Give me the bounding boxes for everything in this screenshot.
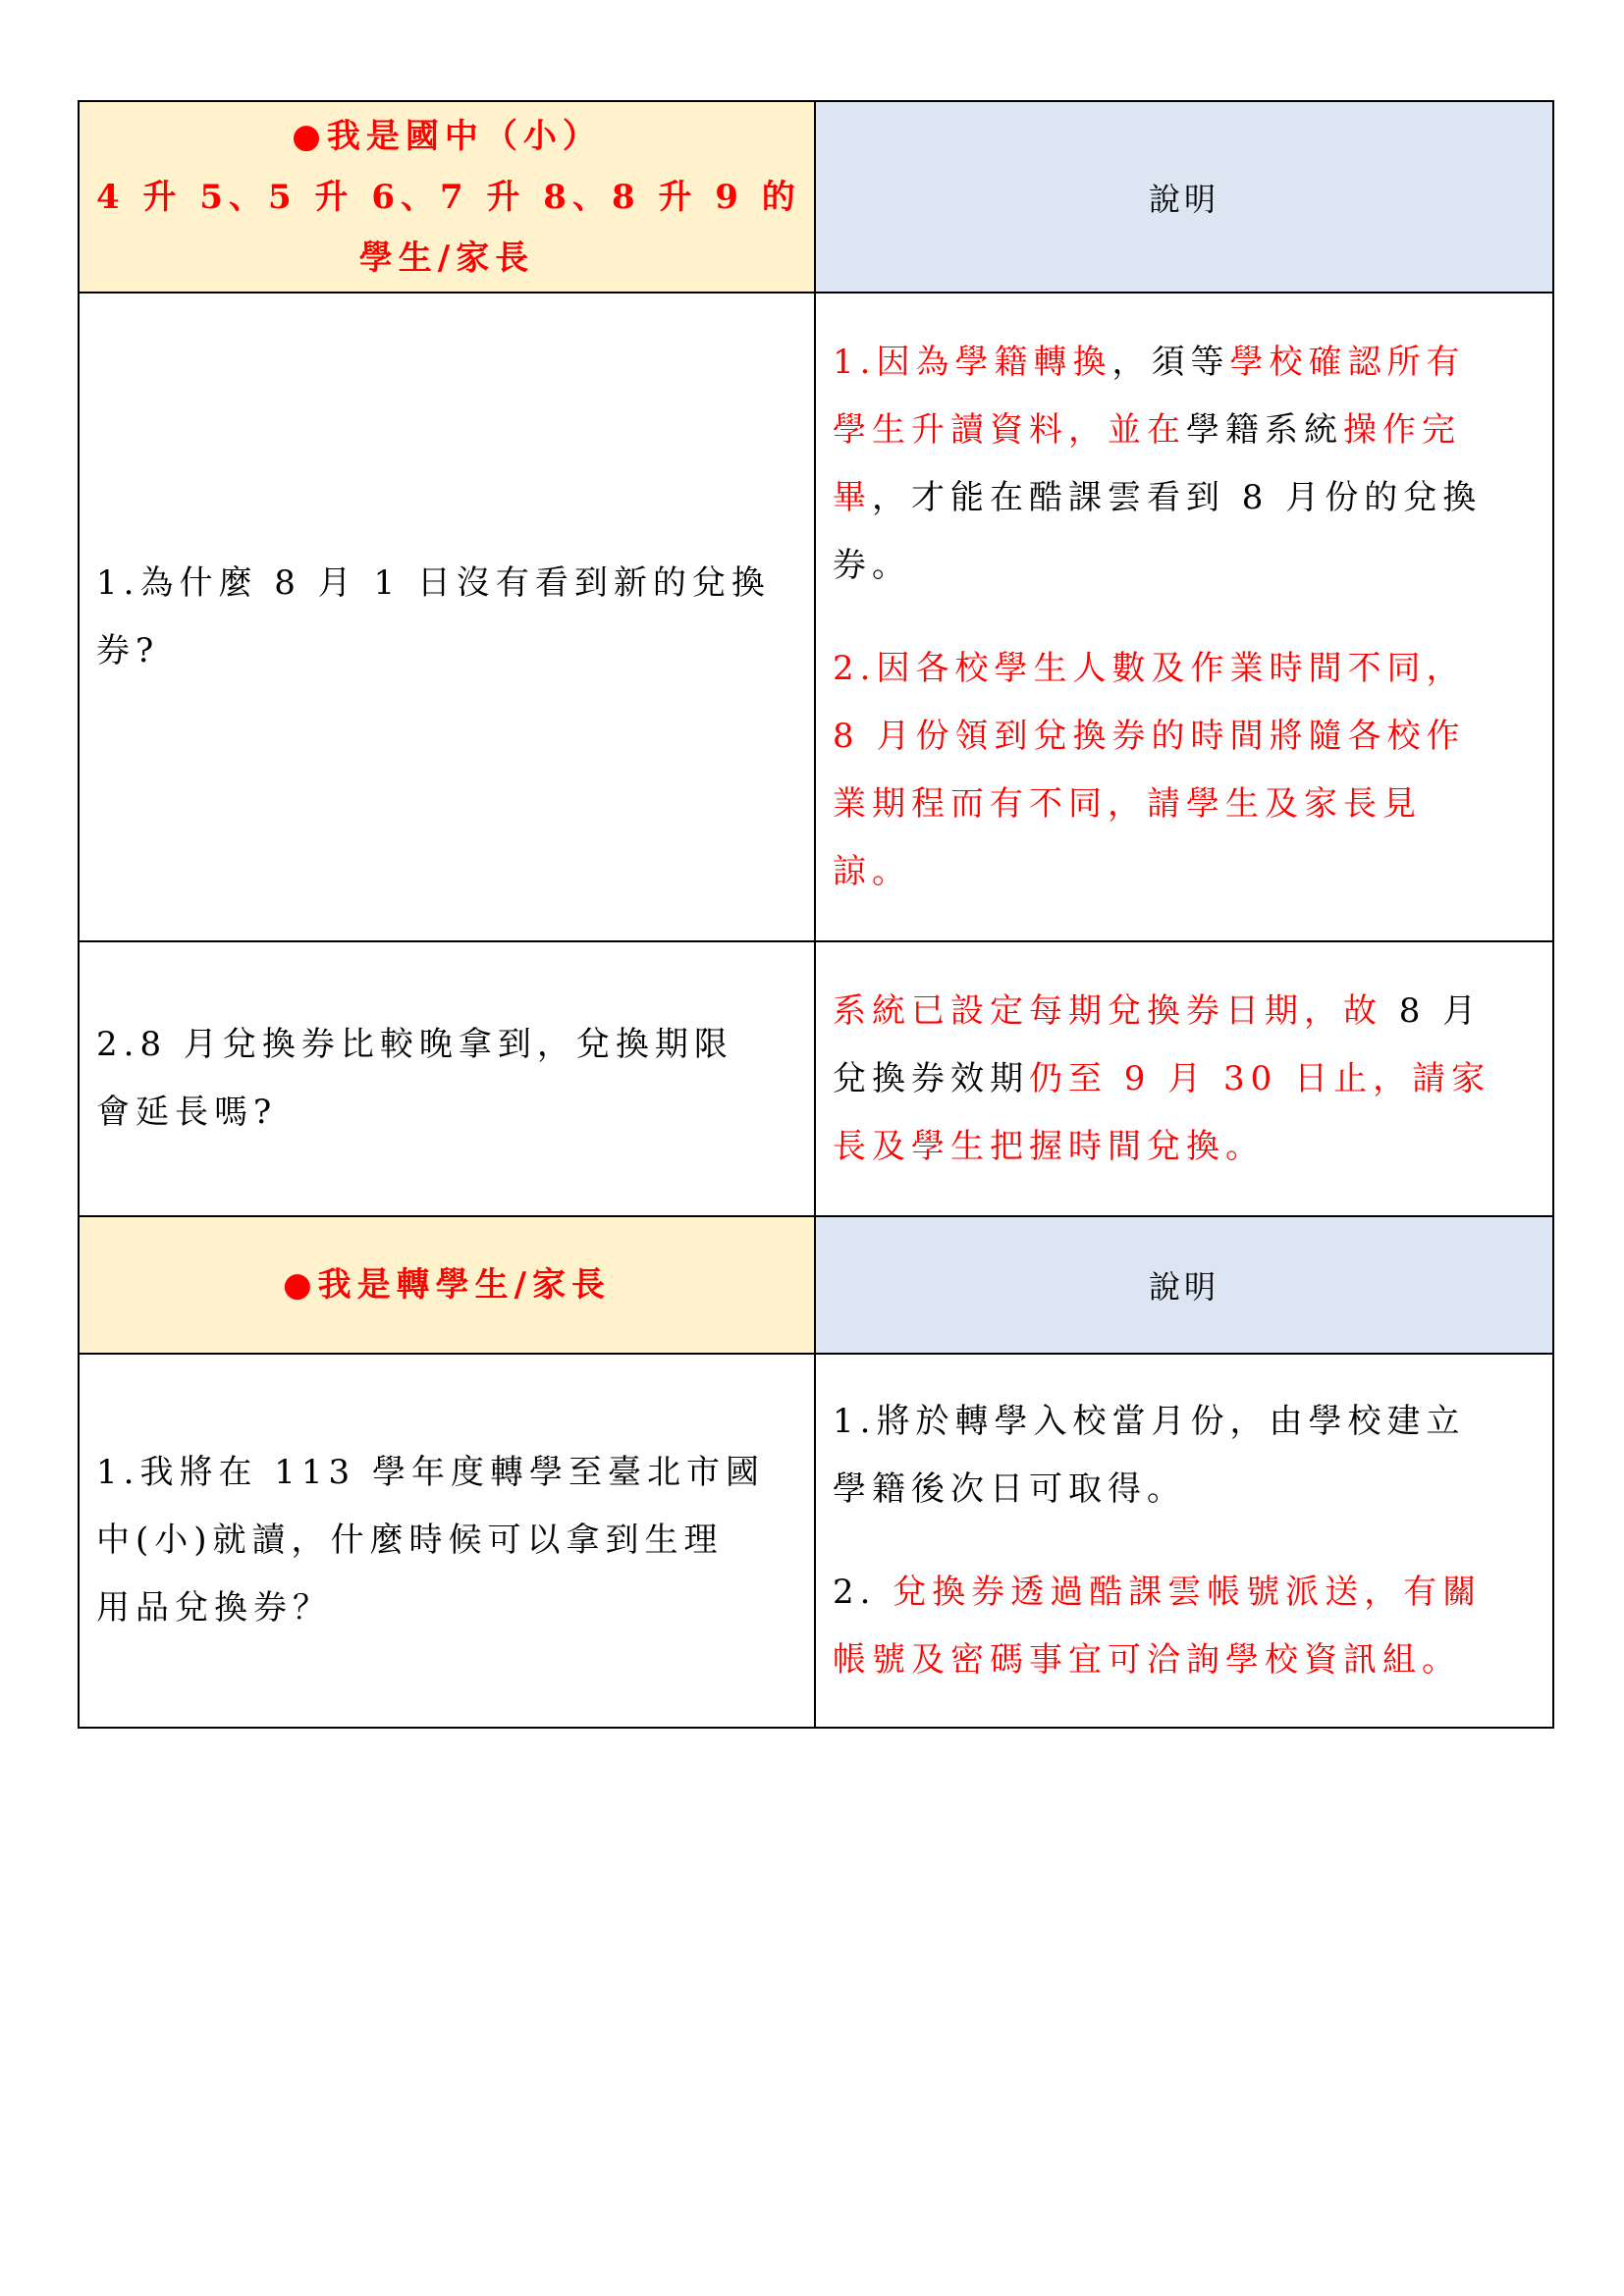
question-text: 用品兌換券？ [96,1588,332,1628]
section-title-text: 我是轉學生/家長 [317,1265,612,1305]
question-cell [79,1354,815,1728]
question-text: 中(小)就讀，什麼時候可以拿到生理 [96,1521,724,1560]
question-line [96,1507,797,1575]
question-line [96,1575,797,1642]
answer-text-run: 諒。 [833,851,911,891]
section-title-line [96,106,797,167]
answer-line [833,978,1536,1045]
answer-line [833,1113,1536,1181]
answer-text-run: 仍至 9 月 30 日止，請家 [1029,1058,1491,1098]
answer-text-run: 2.因各校學生人數及作業時間不同， [833,648,1466,688]
explain-label: 說明 [1148,180,1219,218]
question-line [96,1079,797,1147]
answer-line [833,1627,1536,1694]
answer-text-run: ，才能在酷課雲看到 8 月份的兌換 [872,477,1483,517]
faq-row [79,941,1553,1216]
question-line [96,617,797,685]
answer-text-run: 學校確認所有 [1229,342,1466,382]
question-line [96,1439,797,1507]
answer-paragraph [833,1559,1536,1694]
answer-text-run: 8 月 [1382,990,1483,1031]
answer-line [833,838,1536,906]
section-title-cell [79,101,815,293]
answer-paragraph [833,1388,1536,1523]
answer-line [833,1045,1536,1113]
section-title-line: 學生/家長 [358,238,535,278]
answer-text-run: 兌換券透過酷課雲帳號派送，有關 [893,1572,1483,1612]
answer-text-run: 1.將於轉學入校當月份，由學校建立 [833,1401,1466,1441]
answer-line [833,464,1536,532]
section-title-cell [79,1216,815,1354]
explain-label: 說明 [1148,1268,1219,1306]
answer-line [833,1388,1536,1456]
answer-line [833,532,1536,600]
section-title-line [96,1255,797,1315]
answer-paragraph [833,329,1536,600]
section-title-text: 我是國中（小） [326,116,602,156]
answer-paragraph [833,635,1536,906]
explain-header-cell [815,101,1553,293]
answer-text-run: 8 月份領到兌換券的時間將隨各校作 [833,716,1466,756]
bullet-icon: ● [292,116,327,156]
answer-text-run: 畢 [833,477,872,517]
explain-header-cell [815,1216,1553,1354]
answer-cell [815,293,1553,941]
answer-text-run: 業期程而有不同，請學生及家長見 [833,783,1422,824]
answer-text-run: 1.因為學籍轉換 [833,342,1112,382]
answer-text-run: 兌換券效期 [833,1058,1029,1098]
question-text: 券? [96,630,160,670]
question-text: 1.為什麼 8 月 1 日沒有看到新的兌換 [96,562,771,603]
answer-text-run: 帳號及密碼事宜可洽詢學校資訊組。 [833,1639,1461,1680]
answer-text-run: ，須等 [1111,342,1230,382]
answer-text-run: 操作完 [1343,409,1461,450]
section-title [96,1255,797,1315]
answer-line [833,1456,1536,1523]
question-line [96,1011,797,1079]
answer-cell [815,1354,1553,1728]
section-title [96,106,801,289]
section-header-row [79,1216,1553,1354]
answer-line [833,635,1536,703]
question-text: 2.8 月兌換券比較晚拿到，兌換期限 [96,1025,733,1064]
question-cell [79,941,815,1216]
answer-text-run: 券。 [833,545,911,585]
answer-cell [815,941,1553,1216]
answer-paragraph [833,978,1536,1181]
faq-row [79,1354,1553,1728]
faq-table [78,100,1554,1729]
answer-text-run: 長及學生把握時間兌換。 [833,1126,1265,1166]
answer-line [833,329,1536,397]
answer-text-run: 學生升讀資料，並在 [833,409,1186,450]
section-header-row [79,101,1553,293]
section-title-line: 4 升 5、5 升 6、7 升 8、8 升 9 的 [96,177,801,217]
answer-text-run: 學籍系統 [1186,409,1343,450]
question-line [96,550,797,617]
answer-line [833,397,1536,464]
faq-row [79,293,1553,941]
question-text: 會延長嗎? [96,1093,278,1132]
answer-line [833,1559,1536,1627]
answer-text-run: 系統已設定每期兌換券日期，故 [833,990,1382,1031]
answer-text-run: 學籍後次日可取得。 [833,1468,1186,1509]
question-text: 1.我將在 113 學年度轉學至臺北市國 [96,1453,765,1492]
question-cell [79,293,815,941]
bullet-icon: ● [282,1265,318,1305]
answer-line [833,703,1536,771]
answer-text-run: 2. [833,1572,893,1612]
answer-line [833,771,1536,838]
